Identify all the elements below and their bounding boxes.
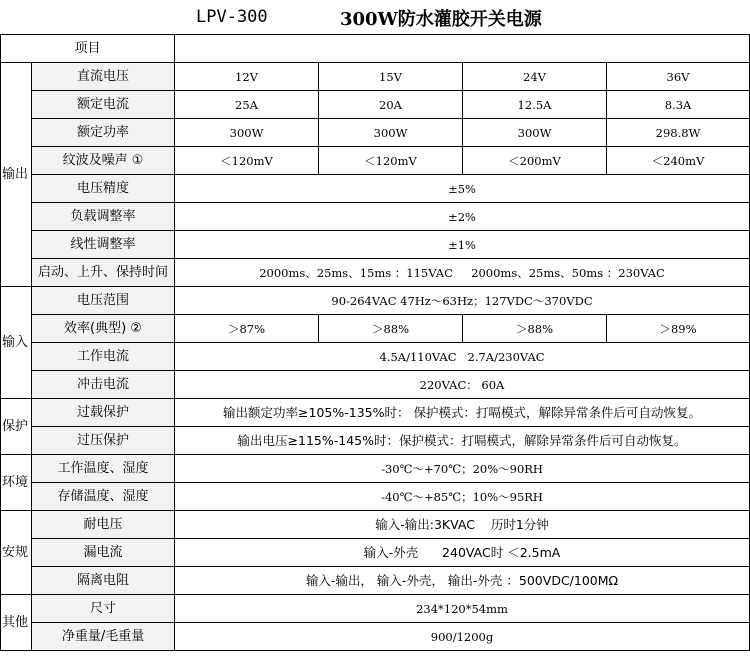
table-cell: ＞87%: [175, 315, 319, 343]
row-label-inrush-current: 冲击电流: [32, 371, 175, 399]
row-label-overload: 过载保护: [32, 399, 175, 427]
table-row: [1, 147, 750, 175]
group-safety: 安规: [1, 511, 32, 595]
row-label-working-current: 工作电流: [32, 343, 175, 371]
table-row: [1, 539, 750, 567]
row-label-timing: 启动、上升、保持时间: [32, 259, 175, 287]
table-cell: 298.8W: [607, 119, 750, 147]
row-label-working-env: 工作温度、湿度: [32, 455, 175, 483]
table-cell: 输入-输出:3KVAC 历时1分钟: [175, 511, 750, 539]
table-cell: ＜120mV: [175, 147, 319, 175]
table-cell: 4.5A/110VAC 2.7A/230VAC: [175, 343, 750, 371]
table-cell: 220VAC： 60A: [175, 371, 750, 399]
row-label-storage-env: 存储温度、湿度: [32, 483, 175, 511]
table-row: [1, 427, 750, 455]
table-cell: ＞88%: [319, 315, 463, 343]
table-row: [1, 483, 750, 511]
table-row: [1, 203, 750, 231]
group-protection: 保护: [1, 399, 32, 455]
table-cell: ＜240mV: [607, 147, 750, 175]
table-row: [1, 175, 750, 203]
table-row: [1, 623, 750, 651]
table-cell: 300W: [319, 119, 463, 147]
spec-table: [0, 34, 750, 651]
item-header: 项目: [1, 35, 175, 63]
table-row: [1, 259, 750, 287]
table-row: [1, 63, 750, 91]
row-label-dimensions: 尺寸: [32, 595, 175, 623]
table-row: [1, 455, 750, 483]
table-cell: 25A: [175, 91, 319, 119]
row-label-voltage-accuracy: 电压精度: [32, 175, 175, 203]
group-output: 输出: [1, 63, 32, 287]
table-cell: 36V: [607, 63, 750, 91]
row-label-ripple-noise: 纹波及噪声 ①: [32, 147, 175, 175]
row-label-efficiency: 效率(典型) ②: [32, 315, 175, 343]
product-name: 300W防水灌胶开关电源: [340, 9, 542, 30]
row-label-isolation-resistance: 隔离电阻: [32, 567, 175, 595]
table-cell: 输入-外壳 240VAC时 ＜2.5mA: [175, 539, 750, 567]
table-row: [1, 343, 750, 371]
model-number: LPV-300: [196, 7, 268, 27]
row-label-load-regulation: 负载调整率: [32, 203, 175, 231]
group-input: 输入: [1, 287, 32, 399]
table-cell: 300W: [175, 119, 319, 147]
row-label-rated-power: 额定功率: [32, 119, 175, 147]
row-label-dc-voltage: 直流电压: [32, 63, 175, 91]
table-cell: ±5%: [175, 175, 750, 203]
table-cell: -40℃～+85℃；10%～95RH: [175, 483, 750, 511]
table-cell: 2000ms、25ms、15ms ：115VAC 2000ms、25ms、50ms ：230VAC: [175, 259, 750, 287]
table-cell: ＜200mV: [463, 147, 607, 175]
table-row: [1, 287, 750, 315]
table-cell: 234*120*54mm: [175, 595, 750, 623]
row-label-rated-current: 额定电流: [32, 91, 175, 119]
table-cell: 12V: [175, 63, 319, 91]
table-cell: 12.5A: [463, 91, 607, 119]
table-cell: ±2%: [175, 203, 750, 231]
table-cell: 输出电压≥115%-145%时：保护模式：打嗝模式，解除异常条件后可自动恢复。: [175, 427, 750, 455]
table-row: [1, 595, 750, 623]
table-cell: 24V: [463, 63, 607, 91]
table-cell: 90-264VAC 47Hz～63Hz；127VDC～370VDC: [175, 287, 750, 315]
row-label-overvoltage: 过压保护: [32, 427, 175, 455]
row-label-line-regulation: 线性调整率: [32, 231, 175, 259]
table-cell: ±1%: [175, 231, 750, 259]
table-cell: 输出额定功率≥105%-135%时： 保护模式：打嗝模式，解除异常条件后可自动恢复。: [175, 399, 750, 427]
table-row: [1, 567, 750, 595]
row-label-withstand-voltage: 耐电压: [32, 511, 175, 539]
table-cell: 输入-输出， 输入-外壳， 输出-外壳 ：500VDC/100MΩ: [175, 567, 750, 595]
document-title: [0, 0, 750, 34]
table-cell: -30℃～+70℃；20%～90RH: [175, 455, 750, 483]
table-row: [1, 399, 750, 427]
table-row: [1, 511, 750, 539]
row-label-voltage-range: 电压范围: [32, 287, 175, 315]
table-cell: 8.3A: [607, 91, 750, 119]
table-row: [1, 91, 750, 119]
table-cell: 15V: [319, 63, 463, 91]
table-row: [1, 371, 750, 399]
table-cell: 900/1200g: [175, 623, 750, 651]
table-cell: 20A: [319, 91, 463, 119]
table-cell: ＞88%: [463, 315, 607, 343]
header-blank-cell: [175, 35, 750, 63]
row-label-leakage-current: 漏电流: [32, 539, 175, 567]
table-cell: ＞89%: [607, 315, 750, 343]
table-cell: 300W: [463, 119, 607, 147]
table-row: [1, 119, 750, 147]
group-other: 其他: [1, 595, 32, 651]
row-label-weight: 净重量/毛重量: [32, 623, 175, 651]
table-row: [1, 315, 750, 343]
table-row: [1, 231, 750, 259]
table-cell: ＜120mV: [319, 147, 463, 175]
group-environment: 环境: [1, 455, 32, 511]
table-header-row: [1, 35, 750, 63]
